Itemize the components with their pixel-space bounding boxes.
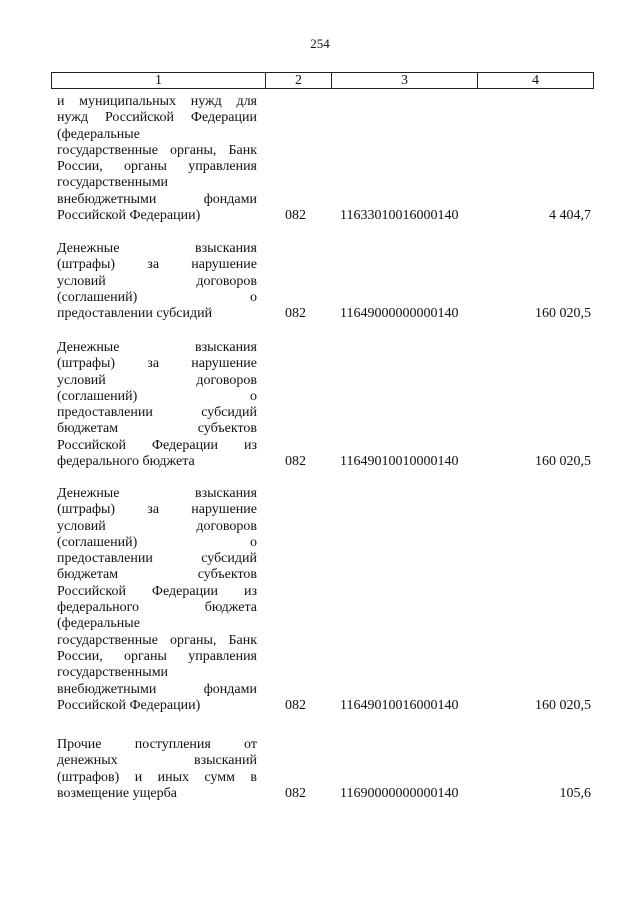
row-amount: 160 020,5 — [535, 306, 591, 321]
row-description: Денежные взыскания (штрафы) за нарушение условий договоров (соглашений) о предоставлении субсидий бюджетам субъектов Российской Федерации из федерального бюджета (федеральные государственные органы, Банк России, органы управления государственными внебюджетными фондами Российской Федерации) — [57, 486, 257, 713]
row-kbk: 11633010016000140 — [340, 208, 459, 223]
row-amount: 4 404,7 — [549, 208, 591, 223]
row-code: 082 — [285, 698, 306, 713]
header-col-4: 4 — [478, 73, 594, 89]
row-kbk: 11690000000000140 — [340, 786, 459, 801]
header-col-1: 1 — [52, 73, 266, 89]
row-code: 082 — [285, 306, 306, 321]
row-kbk: 11649010016000140 — [340, 698, 459, 713]
row-description: Денежные взыскания (штрафы) за нарушение условий договоров (соглашений) о предоставлении субсидий — [57, 241, 257, 322]
row-description: Прочие поступления от денежных взысканий (штрафов) и иных сумм в возмещение ущерба — [57, 737, 257, 801]
row-code: 082 — [285, 208, 306, 223]
row-kbk: 11649010010000140 — [340, 454, 459, 469]
row-amount: 105,6 — [559, 786, 591, 801]
header-col-2: 2 — [266, 73, 332, 89]
row-code: 082 — [285, 454, 306, 469]
row-code: 082 — [285, 786, 306, 801]
row-kbk: 11649000000000140 — [340, 306, 459, 321]
row-amount: 160 020,5 — [535, 698, 591, 713]
header-col-3: 3 — [332, 73, 478, 89]
row-amount: 160 020,5 — [535, 454, 591, 469]
row-description: и муниципальных нужд для нужд Российской Федерации (федеральные государственные органы, Банк России, органы управления государственными внебюджетными фондами Российской Федерации) — [57, 94, 257, 224]
row-description: Денежные взыскания (штрафы) за нарушение условий договоров (соглашений) о предоставлении субсидий бюджетам субъектов Российской Федерации из федерального бюджета — [57, 340, 257, 470]
page-number: 254 — [310, 36, 330, 51]
